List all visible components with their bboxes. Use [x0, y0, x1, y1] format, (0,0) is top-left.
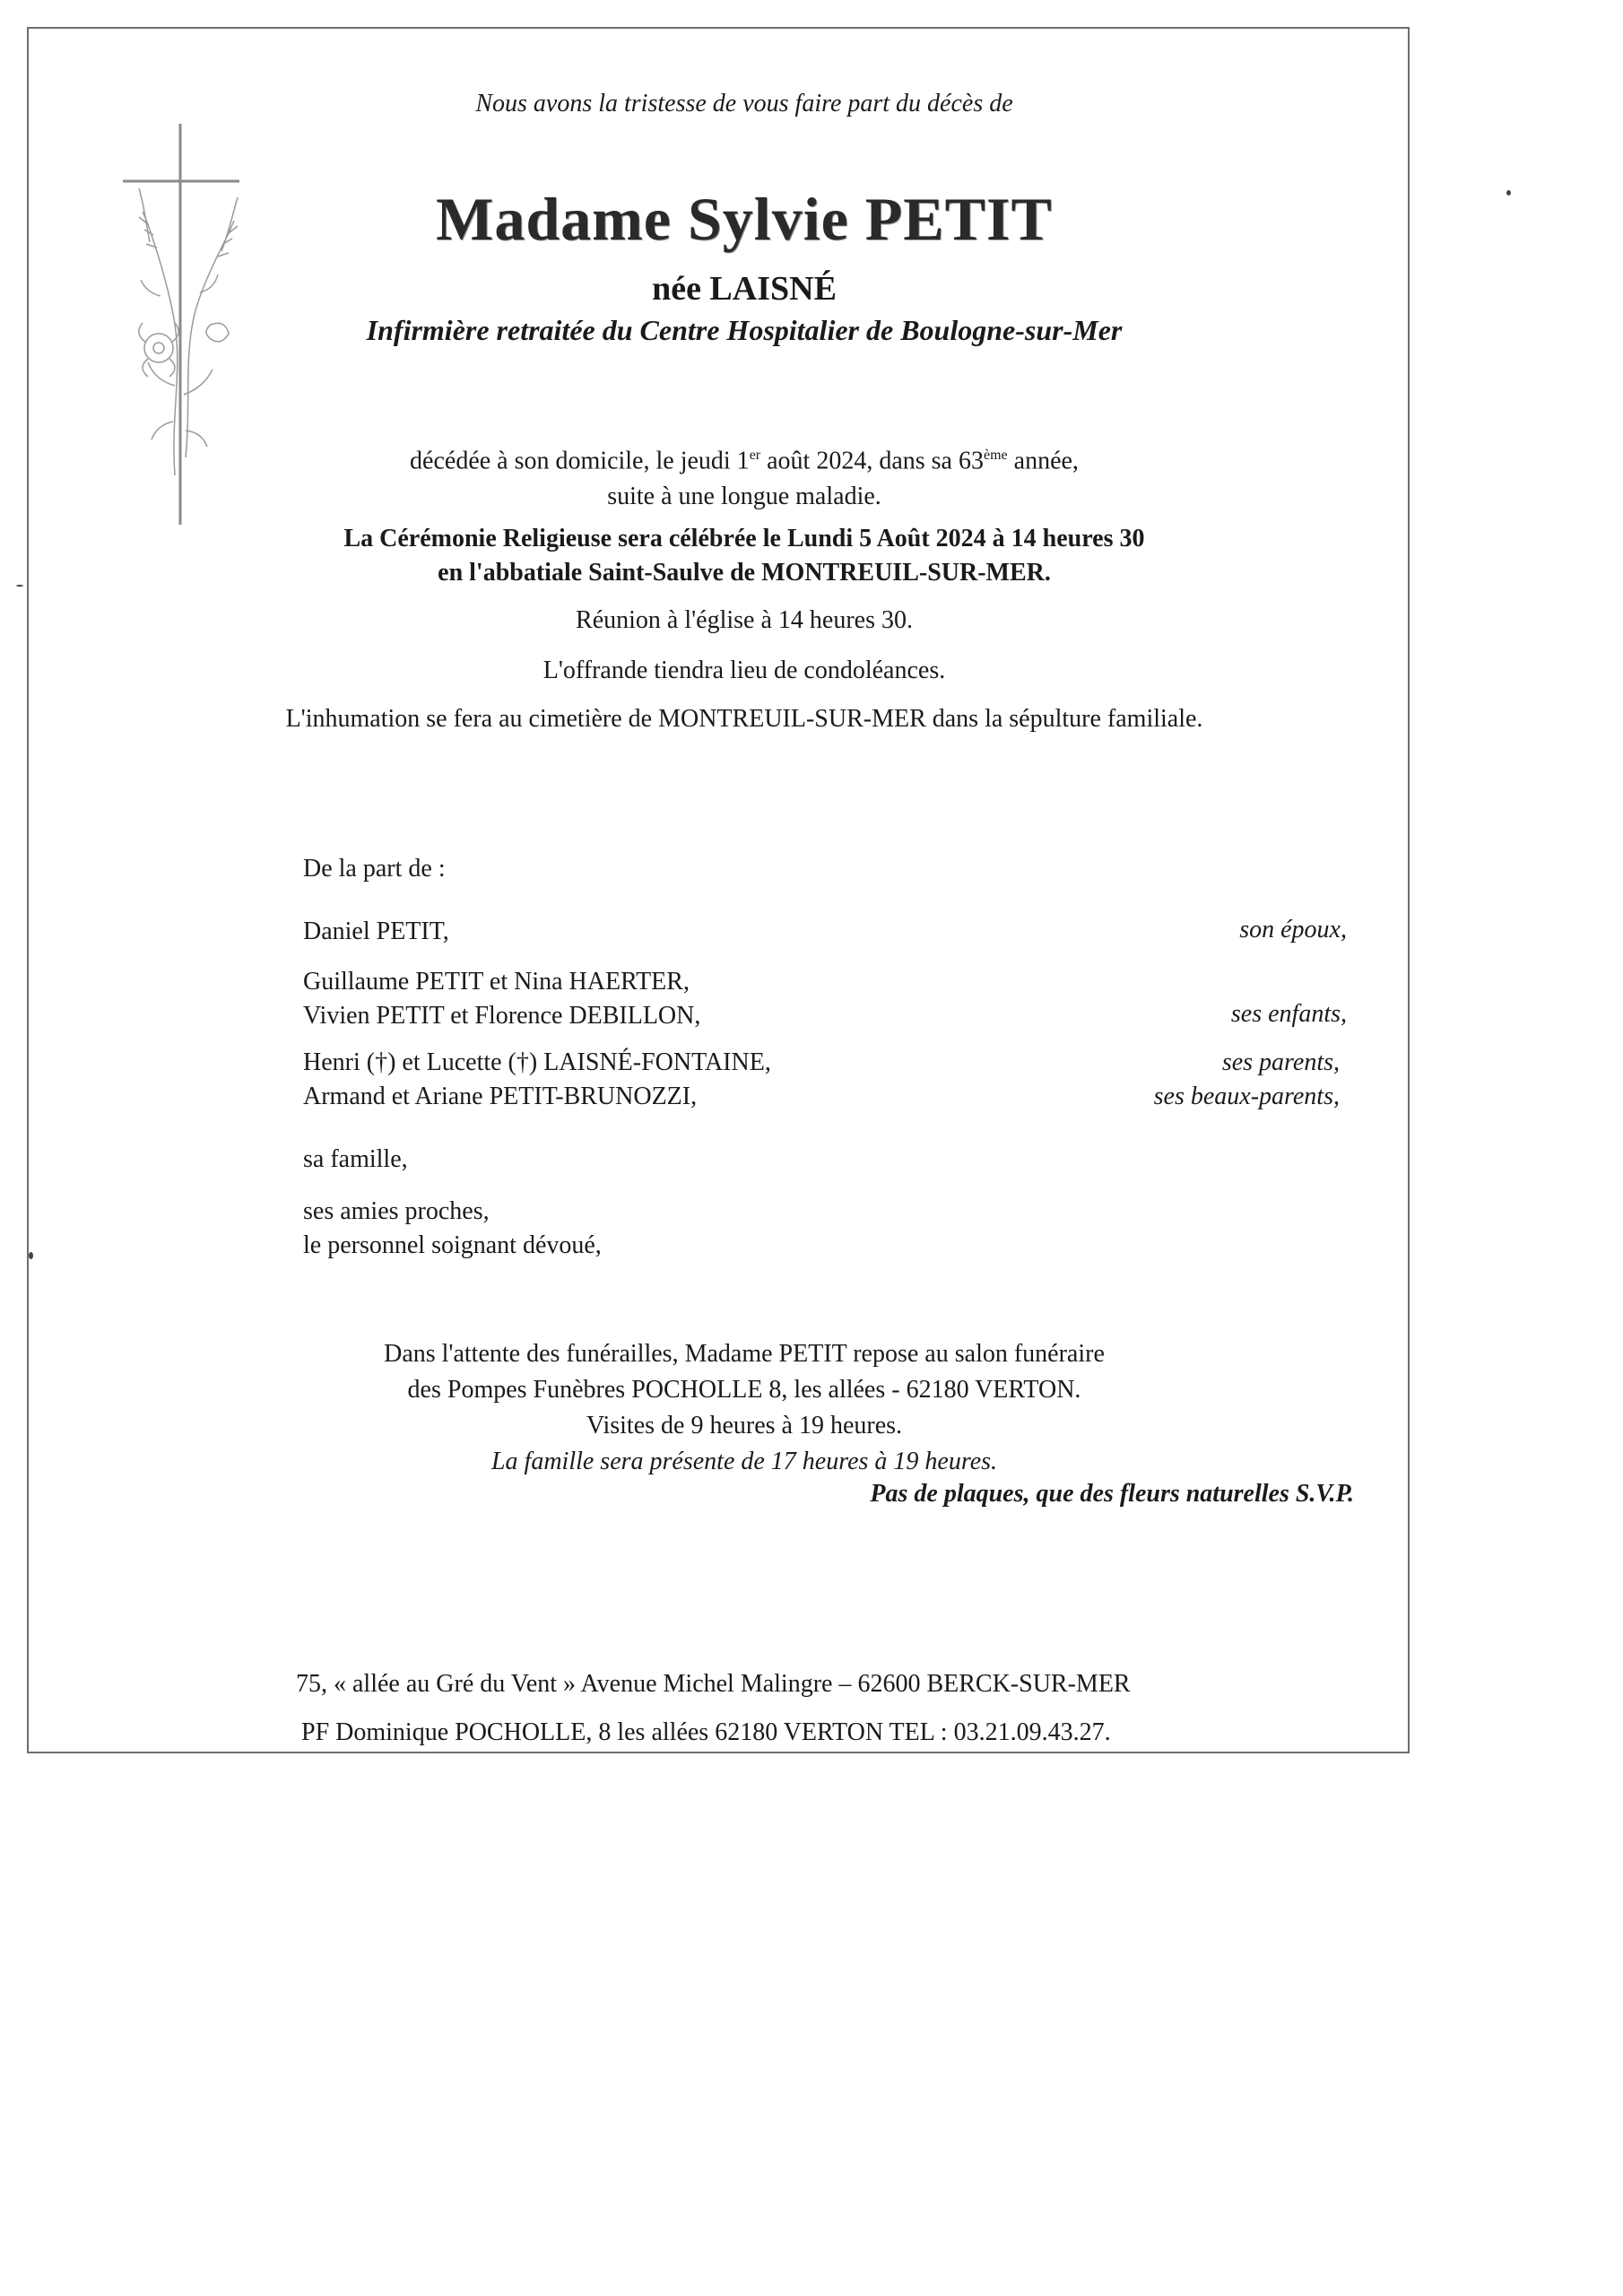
scan-speck [29, 1252, 33, 1259]
scan-speck [16, 585, 23, 587]
footer-address: 75, « allée au Gré du Vent » Avenue Michel Malingre – 62600 BERCK-SUR-MER [296, 1670, 1131, 1698]
church-meeting: Réunion à l'église à 14 heures 30. [576, 606, 913, 634]
intro-text: Nous avons la tristesse de vous faire part du décès de [475, 90, 1013, 117]
family-extended: sa famille, [303, 1145, 408, 1173]
relation-children: ses enfants, [1230, 1000, 1347, 1028]
relation-parents: ses parents, ses beaux-parents, [1153, 1048, 1340, 1110]
maiden-name: née LAISNÉ [652, 270, 837, 308]
no-plaques-note: Pas de plaques, que des fleurs naturelles S.V.P. [870, 1480, 1354, 1508]
family-names-parents: Henri (†) et Lucette (†) LAISNÉ-FONTAINE, Armand et Ariane PETIT-BRUNOZZI, [303, 1048, 771, 1110]
friends-and-staff: ses amies proches, le personnel soignant dévoué, [303, 1197, 602, 1259]
footer-funeral-home: PF Dominique POCHOLLE, 8 les allées 62180 VERTON TEL : 03.21.09.43.27. [301, 1718, 1111, 1746]
death-announcement: décédée à son domicile, le jeudi 1er août 2024, dans sa 63ème année, suite à une longue maladie. [410, 447, 1079, 511]
profession: Infirmière retraitée du Centre Hospitalier de Boulogne-sur-Mer [366, 314, 1123, 346]
relation-spouse: son époux, [1239, 916, 1347, 944]
family-names-children: Guillaume PETIT et Nina HAERTER, Vivien PETIT et Florence DEBILLON, [303, 968, 701, 1030]
burial-info: L'inhumation se fera au cimetière de MONTREUIL-SUR-MER dans la sépulture familiale. [285, 705, 1203, 733]
offering-note: L'offrande tiendra lieu de condoléances. [542, 657, 946, 684]
family-names-spouse: Daniel PETIT, [303, 918, 449, 945]
ceremony-info: La Cérémonie Religieuse sera célébrée le Lundi 5 Août 2024 à 14 heures 30 en l'abbatiale Saint-Saulve de MONTREUIL-SUR-MER. [343, 525, 1145, 587]
family-heading: De la part de : [303, 855, 446, 883]
scan-speck [1506, 190, 1511, 196]
deceased-name: Madame Sylvie PETIT [436, 185, 1053, 253]
funeral-home-info: Dans l'attente des funérailles, Madame PETIT repose au salon funéraire des Pompes Funèbres POCHOLLE 8, les allées - 62180 VERTON. Visites de 9 heures à 19 heures. La famille sera présente de 17 heures à 19 heures. [384, 1340, 1105, 1475]
